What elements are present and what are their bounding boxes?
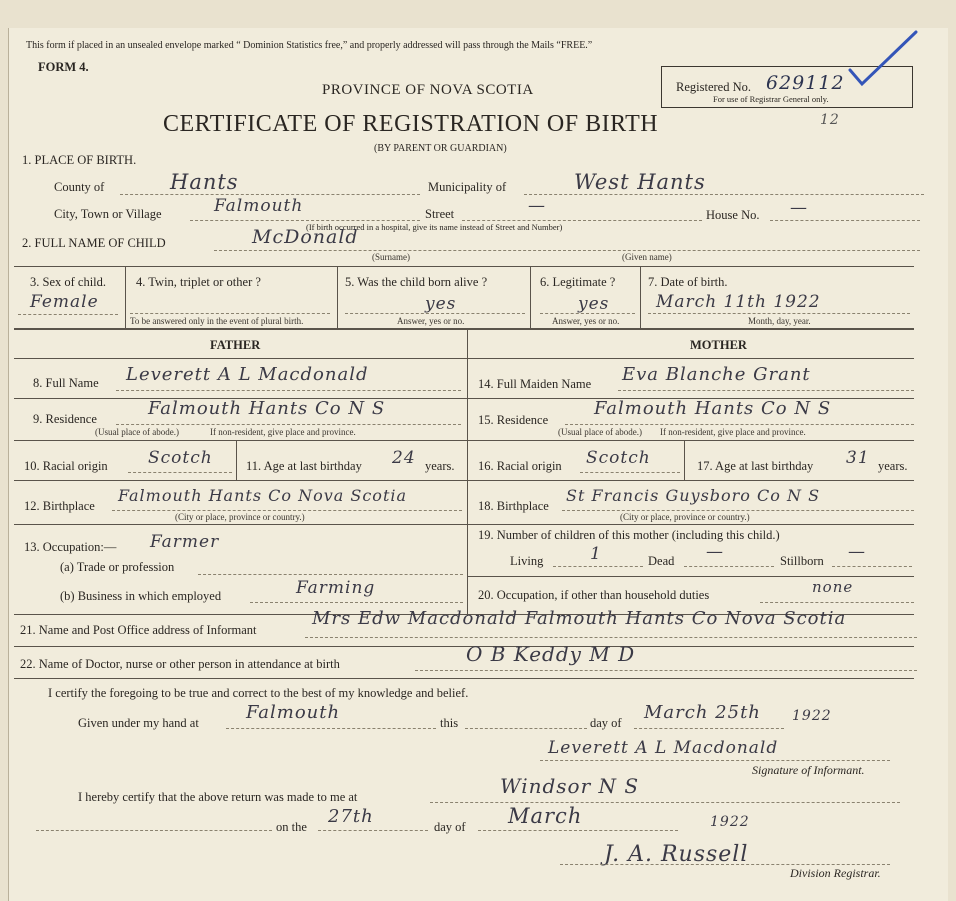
return-place: Windsor N S <box>500 774 640 798</box>
father-age: 24 <box>392 448 416 468</box>
father-residence-note: (Usual place of abode.) <box>95 427 179 437</box>
sex-value: Female <box>30 292 99 312</box>
registrar-label: Division Registrar. <box>790 866 881 880</box>
registered-number: 629112 <box>766 72 845 94</box>
father-birthplace-label: 12. Birthplace <box>24 499 95 513</box>
mother-nonresident-note: If non-resident, give place and province. <box>660 427 806 437</box>
twin-note: To be answered only in the event of plural birth. <box>130 316 304 326</box>
surname-caption: (Surname) <box>372 252 410 262</box>
father-business: Farming <box>296 578 376 598</box>
stillborn-label: Stillborn <box>780 554 824 568</box>
municipality-value: West Hants <box>574 170 706 194</box>
return-month: March <box>508 804 583 828</box>
given-name-caption: (Given name) <box>622 252 672 262</box>
father-birthplace-note: (City or place, province or country.) <box>175 512 305 522</box>
father-occupation: Farmer <box>150 532 220 552</box>
given-date: March 25th <box>644 702 761 723</box>
stillborn-value: — <box>848 542 866 562</box>
street-value: — <box>528 196 546 216</box>
father-name-label: 8. Full Name <box>33 376 99 390</box>
informant-value: Mrs Edw Macdonald Falmouth Hants Co Nova Scotia <box>312 608 847 629</box>
alive-label: 5. Was the child born alive ? <box>345 275 488 289</box>
given-under-label: Given under my hand at <box>78 716 199 730</box>
certificate-title: CERTIFICATE OF REGISTRATION OF BIRTH <box>163 111 659 137</box>
mother-name: Eva Blanche Grant <box>622 364 811 385</box>
city-label: City, Town or Village <box>54 207 162 221</box>
mother-racial: Scotch <box>586 448 651 468</box>
legitimate-label: 6. Legitimate ? <box>540 275 616 289</box>
living-value: 1 <box>590 544 602 564</box>
place-of-birth-heading: 1. PLACE OF BIRTH. <box>22 153 137 167</box>
on-the-label: on the <box>276 820 307 834</box>
county-value: Hants <box>170 170 239 194</box>
mother-age-label: 17. Age at last birthday <box>697 459 814 473</box>
alive-note: Answer, yes or no. <box>397 316 465 326</box>
mother-residence-note: (Usual place of abode.) <box>558 427 642 437</box>
mother-residence-label: 15. Residence <box>478 413 549 427</box>
legitimate-note: Answer, yes or no. <box>552 316 620 326</box>
registered-label: Registered No. <box>676 80 751 94</box>
county-label: County of <box>54 180 105 194</box>
mother-occupation: none <box>812 578 854 596</box>
dead-label: Dead <box>648 554 675 568</box>
father-years: years. <box>425 459 455 473</box>
return-day: 27th <box>328 806 374 827</box>
father-residence: Falmouth Hants Co N S <box>148 398 386 419</box>
informant-signature: Leverett A L Macdonald <box>548 738 779 758</box>
legitimate-value: yes <box>578 294 610 314</box>
twin-label: 4. Twin, triplet or other ? <box>136 275 261 289</box>
given-year: 1922 <box>792 708 832 724</box>
father-racial: Scotch <box>148 448 213 468</box>
dob-label: 7. Date of birth. <box>648 275 728 289</box>
living-label: Living <box>510 554 544 568</box>
province-heading: PROVINCE OF NOVA SCOTIA <box>322 82 534 98</box>
father-birthplace: Falmouth Hants Co Nova Scotia <box>118 486 408 505</box>
father-business-label: (b) Business in which employed <box>60 589 222 603</box>
day-of-label: day of <box>590 716 622 730</box>
father-residence-label: 9. Residence <box>33 412 97 426</box>
return-statement: I hereby certify that the above return was made to me at <box>78 790 358 804</box>
father-occupation-label: 13. Occupation:— <box>24 540 117 554</box>
father-name: Leverett A L Macdonald <box>126 364 369 385</box>
house-label: House No. <box>706 208 760 222</box>
street-label: Street <box>425 207 455 221</box>
hospital-note: (If birth occurred in a hospital, give its name instead of Street and Number) <box>306 222 563 232</box>
father-heading: FATHER <box>210 338 261 352</box>
form-number: FORM 4. <box>38 60 89 74</box>
dead-value: — <box>706 542 724 562</box>
father-age-label: 11. Age at last birthday <box>246 459 362 473</box>
alive-value: yes <box>425 294 457 314</box>
house-value: — <box>790 198 808 218</box>
mother-heading: MOTHER <box>690 338 747 352</box>
registrar-signature: J. A. Russell <box>604 842 749 867</box>
certificate-subtitle: (BY PARENT OR GUARDIAN) <box>374 143 507 154</box>
mother-years: years. <box>878 459 908 473</box>
father-nonresident-note: If non-resident, give place and province. <box>210 427 356 437</box>
mother-children-label: 19. Number of children of this mother (including this child.) <box>478 528 780 542</box>
this-label: this <box>440 716 459 730</box>
city-value: Falmouth <box>214 196 304 216</box>
registrar-note: For use of Registrar General only. <box>713 94 829 104</box>
mother-racial-label: 16. Racial origin <box>478 459 562 473</box>
mother-occupation-label: 20. Occupation, if other than household duties <box>478 588 710 602</box>
mother-name-label: 14. Full Maiden Name <box>478 377 592 391</box>
father-trade-label: (a) Trade or profession <box>60 560 175 574</box>
doctor-label: 22. Name of Doctor, nurse or other person in attendance at birth <box>20 657 340 671</box>
dob-note: Month, day, year. <box>748 316 811 326</box>
sex-label: 3. Sex of child. <box>30 275 107 289</box>
corner-mark: 12 <box>820 112 840 128</box>
informant-signature-label: Signature of Informant. <box>752 763 865 777</box>
mother-residence: Falmouth Hants Co N S <box>594 398 832 419</box>
check-mark-icon <box>840 28 920 88</box>
child-surname: McDonald <box>252 226 359 248</box>
mother-age: 31 <box>846 448 870 468</box>
mail-note: This form if placed in an unsealed envelope marked “ Dominion Statistics free,” and properly addressed will pass through the Mails “FREE.” <box>26 40 593 51</box>
return-year: 1922 <box>710 814 750 830</box>
father-racial-label: 10. Racial origin <box>24 459 108 473</box>
given-place: Falmouth <box>246 702 341 723</box>
informant-label: 21. Name and Post Office address of Informant <box>20 623 257 637</box>
doctor-value: O B Keddy M D <box>466 642 636 666</box>
dob-value: March 11th 1922 <box>656 292 821 312</box>
mother-birthplace: St Francis Guysboro Co N S <box>566 486 821 505</box>
mother-birthplace-note: (City or place, province or country.) <box>620 512 750 522</box>
child-name-label: 2. FULL NAME OF CHILD <box>22 236 166 250</box>
mother-birthplace-label: 18. Birthplace <box>478 499 549 513</box>
certify-statement: I certify the foregoing to be true and correct to the best of my knowledge and belief. <box>48 686 469 700</box>
return-day-of-label: day of <box>434 820 466 834</box>
municipality-label: Municipality of <box>428 180 507 194</box>
